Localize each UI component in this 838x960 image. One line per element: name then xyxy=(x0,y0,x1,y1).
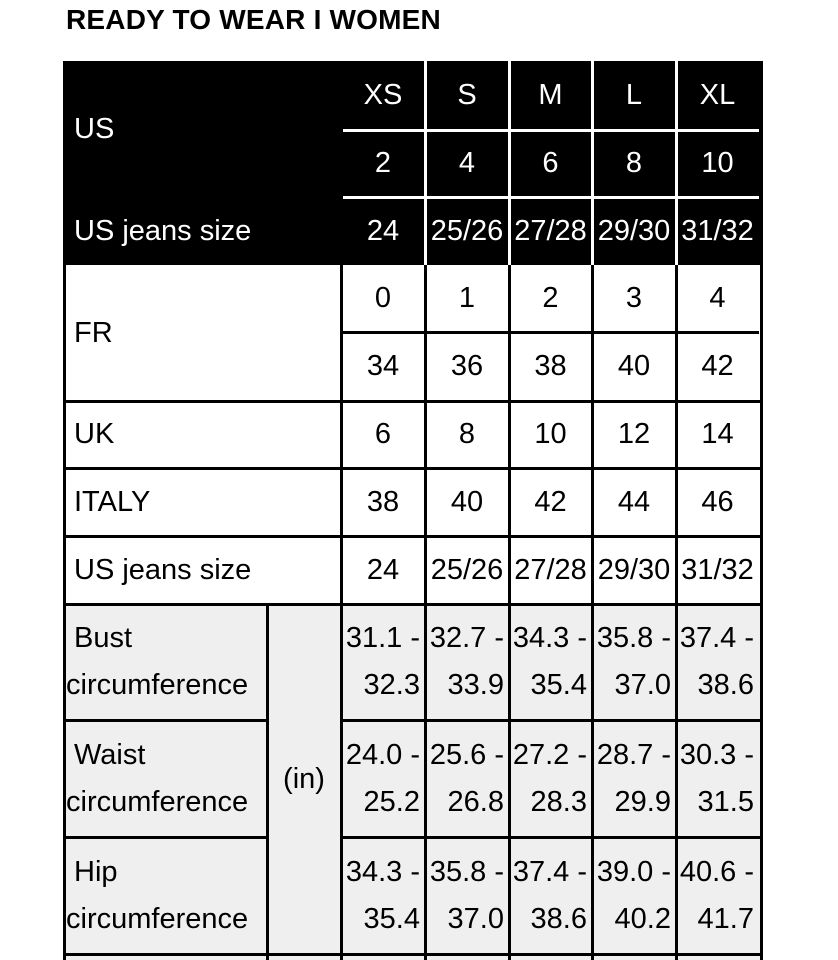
measure-value-line1: 40.6 - xyxy=(679,855,754,888)
fr-size-a-4: 4 xyxy=(709,282,726,314)
letter-size-3: L xyxy=(625,79,643,111)
letter-size-0: XS xyxy=(363,79,403,111)
grid-vline xyxy=(675,61,678,265)
grid-vline xyxy=(424,61,427,265)
fr-size-b-2: 38 xyxy=(534,350,567,382)
measure-label-label_line2: circumference xyxy=(66,669,249,701)
grid-vline xyxy=(340,265,343,960)
measure-label xyxy=(63,604,267,720)
grid-hline xyxy=(341,331,759,334)
measure-value xyxy=(341,720,425,837)
header-jeans-size-4: 31/32 xyxy=(681,214,754,247)
measure-value xyxy=(509,720,592,837)
grid-vline xyxy=(340,61,343,265)
grid-vline xyxy=(675,265,678,960)
measure-value xyxy=(676,720,759,837)
measure-value-line1: 39.0 - xyxy=(596,855,671,888)
italy-size-2: 42 xyxy=(534,485,567,518)
measure-value-line1: 25.6 - xyxy=(429,738,504,771)
uk-size-2: 10 xyxy=(534,418,567,450)
uk-label: UK xyxy=(74,418,115,450)
measure-label-label_line2: circumference xyxy=(66,785,249,818)
fr-size-a-1: 1 xyxy=(458,282,476,314)
grid-hline xyxy=(341,196,759,199)
measure-value-line2: 41.7 xyxy=(697,902,754,935)
jeans-size-2: 27/28 xyxy=(514,553,587,586)
measure-value-line2: 38.6 xyxy=(697,669,754,701)
us-size-0: 2 xyxy=(374,147,392,179)
uk-size-3: 12 xyxy=(617,418,651,450)
measure-value-line2: 38.6 xyxy=(530,902,587,935)
fr-size-b-3: 40 xyxy=(617,350,651,382)
fr-size-a-0: 0 xyxy=(374,282,392,314)
grid-vline xyxy=(266,604,269,960)
header-jeans-size-1: 25/26 xyxy=(430,214,504,247)
measure-value xyxy=(676,604,759,720)
measure-value-line2: 26.8 xyxy=(447,785,504,818)
grid-hline xyxy=(341,836,762,839)
measure-value-line2: 35.4 xyxy=(530,669,587,701)
us-size-4: 10 xyxy=(701,147,734,179)
grid-vline xyxy=(591,61,594,265)
grid-vline xyxy=(760,61,763,960)
measure-value-line1: 34.3 - xyxy=(345,855,420,888)
grid-hline xyxy=(63,61,762,64)
letter-size-1: S xyxy=(457,79,477,111)
header-jeans-size-2: 27/28 xyxy=(514,214,587,247)
measure-value-line1: 35.8 - xyxy=(429,855,504,888)
size-chart-table xyxy=(63,61,762,960)
measure-value xyxy=(425,720,509,837)
grid-hline xyxy=(341,719,762,722)
grid-hline xyxy=(63,535,762,538)
us-label: US xyxy=(74,112,115,145)
grid-hline xyxy=(63,467,762,470)
measure-value-line1: 35.8 - xyxy=(596,622,671,655)
jeans-size-1: 25/26 xyxy=(430,553,504,586)
letter-size-2: M xyxy=(538,79,563,111)
measure-value-line1: 37.4 - xyxy=(679,622,754,655)
page-title: READY TO WEAR I WOMEN xyxy=(66,4,441,35)
uk-size-4: 14 xyxy=(701,418,734,450)
italy-label: ITALY xyxy=(74,485,151,518)
fr-size-b-0: 34 xyxy=(366,350,400,382)
fr-size-a-2: 2 xyxy=(542,282,559,314)
measure-value xyxy=(341,604,425,720)
grid-vline xyxy=(591,265,594,960)
measure-value xyxy=(592,720,676,837)
fr-size-b-4: 42 xyxy=(701,350,734,382)
measure-value-line1: 28.7 - xyxy=(596,738,671,771)
grid-hline xyxy=(63,400,762,403)
measure-value-line2: 29.9 xyxy=(614,785,671,818)
header-jeans-size-3: 29/30 xyxy=(597,214,671,247)
us-size-1: 4 xyxy=(458,147,476,179)
measure-value-line1: 37.4 - xyxy=(512,855,587,888)
grid-hline xyxy=(63,603,762,606)
measure-value-line2: 35.4 xyxy=(363,902,420,935)
jeans-size-3: 29/30 xyxy=(597,553,671,586)
measure-label xyxy=(63,837,267,954)
fr-size-b-1: 36 xyxy=(450,350,484,382)
measure-label-label_line1: Waist xyxy=(74,738,146,771)
italy-size-1: 40 xyxy=(450,485,484,518)
measure-value-line1: 31.1 - xyxy=(345,622,420,655)
measure-value xyxy=(341,837,425,954)
measure-value-line1: 32.7 - xyxy=(429,622,504,655)
measure-label xyxy=(63,720,267,837)
measure-value-line2: 40.2 xyxy=(614,902,671,935)
grid-hline xyxy=(63,836,267,839)
measure-value xyxy=(592,837,676,954)
measure-value xyxy=(425,837,509,954)
measure-value-line1: 34.3 - xyxy=(512,622,587,655)
measure-label-label_line1: Bust xyxy=(74,622,133,655)
jeans-size-0: 24 xyxy=(366,553,400,586)
grid-vline xyxy=(424,265,427,960)
measure-value xyxy=(592,604,676,720)
fr-size-a-3: 3 xyxy=(625,282,643,314)
italy-size-3: 44 xyxy=(617,485,651,518)
letter-size-4: XL xyxy=(699,79,736,111)
measure-value-line2: 25.2 xyxy=(363,785,420,818)
italy-size-0: 38 xyxy=(366,485,400,518)
grid-hline xyxy=(63,953,762,956)
us-size-2: 6 xyxy=(542,147,559,179)
grid-hline xyxy=(341,129,759,132)
header-jeans-size-0: 24 xyxy=(366,214,400,247)
measure-label-label_line2: circumference xyxy=(66,902,249,935)
measure-value xyxy=(509,604,592,720)
measure-value-line2: 37.0 xyxy=(447,902,504,935)
uk-size-0: 6 xyxy=(374,418,392,450)
grid-vline xyxy=(508,265,511,960)
unit-label: (in) xyxy=(283,762,325,795)
grid-hline xyxy=(63,719,267,722)
us-jeans-label: US jeans size xyxy=(74,214,252,247)
grid-vline xyxy=(508,61,511,265)
measure-value xyxy=(676,837,759,954)
measure-value-line2: 37.0 xyxy=(614,669,671,701)
measure-value-line1: 27.2 - xyxy=(512,738,587,771)
fr-label: FR xyxy=(74,316,113,349)
measure-value xyxy=(509,837,592,954)
grid-vline xyxy=(63,61,66,960)
measure-value-line2: 31.5 xyxy=(697,785,754,818)
measure-value-line2: 32.3 xyxy=(363,669,420,701)
jeans-size-4: 31/32 xyxy=(681,553,754,586)
measure-value-line1: 30.3 - xyxy=(679,738,754,771)
measure-value-line2: 33.9 xyxy=(447,669,504,701)
us-size-3: 8 xyxy=(625,147,643,179)
jeans-label: US jeans size xyxy=(74,553,252,586)
italy-size-4: 46 xyxy=(701,485,734,518)
uk-size-1: 8 xyxy=(458,418,476,450)
measure-label-label_line1: Hip xyxy=(74,855,118,888)
measure-value-line1: 24.0 - xyxy=(345,738,420,771)
measure-value xyxy=(425,604,509,720)
measure-value-line2: 28.3 xyxy=(530,785,587,818)
